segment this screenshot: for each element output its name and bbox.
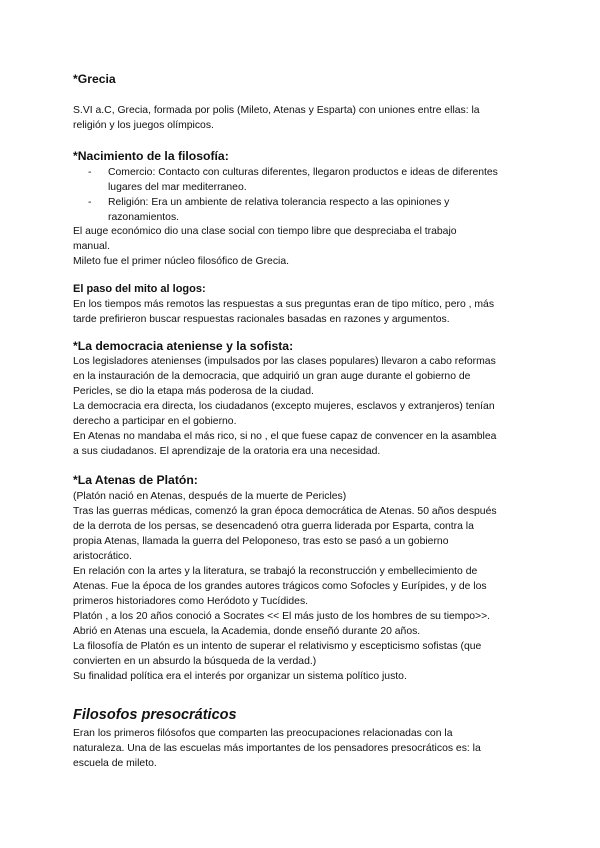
text-line: derecho a participar en el gobierno. xyxy=(73,416,237,427)
list-item xyxy=(88,165,538,195)
text-line: Abrió en Atenas una escuela, la Academia, donde enseñó durante 20 años. xyxy=(73,626,421,637)
text-line: La democracia era directa, los ciudadanos (excepto mujeres, esclavos y extranjeros) tenían xyxy=(73,401,495,412)
text-line: a sus ciudadanos. El aprendizaje de la oratoria era una necesidad. xyxy=(73,446,381,457)
text-line: de la derrota de los persas, se desencadenó otra guerra liderada por Esparta, contra la xyxy=(73,521,474,532)
text-line: Eran los primeros filósofos que comparten las preocupaciones relacionadas con la xyxy=(73,728,453,739)
text-line: convierten en un absurdo la búsqueda de la verdad.) xyxy=(73,656,317,667)
paragraph-nacimiento xyxy=(73,224,543,269)
text-line: Atenas. Fue la época de los grandes autores trágicos como Sofocles y Eurípides, y de los xyxy=(73,581,487,592)
list-item xyxy=(88,195,538,225)
heading-platon: *La Atenas de Platón: xyxy=(73,473,198,487)
heading-presocraticos: Filosofos presocráticos xyxy=(73,707,237,723)
bullet-dash: - xyxy=(88,197,92,208)
paragraph-paso xyxy=(73,297,543,327)
text-line: aristocrático. xyxy=(73,551,132,562)
heading-grecia: *Grecia xyxy=(73,72,116,86)
text-line: (Platón nació en Atenas, después de la muerte de Pericles) xyxy=(73,491,347,502)
text-line: Su finalidad política era el interés por organizar un sistema político justo. xyxy=(73,671,407,682)
text-line: En relación con la artes y la literatura, se trabajó la reconstrucción y embellecimiento de xyxy=(73,566,478,577)
text-line: Los legisladores atenienses (impulsados por las clases populares) llevaron a cabo reformas xyxy=(73,356,496,367)
text-line: primeros historiadores como Heródoto y Tucídides. xyxy=(73,596,309,607)
text-line: manual. xyxy=(73,241,110,252)
text-line: lugares del mar mediterraneo. xyxy=(108,182,247,193)
paragraph-presocraticos xyxy=(73,726,543,771)
text-line: Pericles, se dio la etapa más poderosa de la ciudad. xyxy=(73,386,314,397)
text-line: tarde prefirieron buscar respuestas racionales basadas en razones y argumentos. xyxy=(73,314,450,325)
text-line: Comercio: Contacto con culturas diferentes, llegaron productos e ideas de diferentes xyxy=(108,167,498,178)
bullet-list-nacimiento xyxy=(88,165,538,225)
text-line: Platón , a los 20 años conoció a Socrates << El más justo de los hombres de su tiempo>>. xyxy=(73,611,491,622)
heading-paso: El paso del mito al logos: xyxy=(73,283,206,295)
text-line: El auge económico dio una clase social con tiempo libre que despreciaba el trabajo xyxy=(73,226,457,237)
bullet-dash: - xyxy=(88,167,92,178)
text-line: Mileto fue el primer núcleo filosófico de Grecia. xyxy=(73,256,289,267)
text-line: razonamientos. xyxy=(108,212,180,223)
text-line: Tras las guerras médicas, comenzó la gran época democrática de Atenas. 50 años después xyxy=(73,506,497,517)
text-line: religión y los juegos olímpicos. xyxy=(73,120,214,131)
text-line: S.VI a.C, Grecia, formada por polis (Mileto, Atenas y Esparta) con uniones entre ellas: la xyxy=(73,105,480,116)
text-line: escuela de mileto. xyxy=(73,758,157,769)
text-line: propia Atenas, llamada la guerra del Peloponeso, tras esto se pasó a un gobierno xyxy=(73,536,449,547)
text-line: En los tiempos más remotos las respuestas a sus preguntas eran de tipo mítico, pero , más xyxy=(73,299,495,310)
text-line: naturaleza. Una de las escuelas más importantes de los pensadores presocráticos es: la xyxy=(73,743,481,754)
heading-democracia: *La democracia ateniense y la sofista: xyxy=(73,339,294,353)
text-line: en la instauración de la democracia, que adquirió un gran auge durante el gobierno de xyxy=(73,371,471,382)
text-line: En Atenas no mandaba el más rico, si no , el que fuese capaz de convencer en la asamblea xyxy=(73,431,497,442)
text-line: Religión: Era un ambiente de relativa tolerancia respecto a las opiniones y xyxy=(108,197,450,208)
heading-nacimiento: *Nacimiento de la filosofía: xyxy=(73,149,229,163)
text-line: La filosofía de Platón es un intento de superar el relativismo y escepticismo sofistas (que xyxy=(73,641,482,652)
paragraph-democracia xyxy=(73,354,543,459)
paragraph-platon xyxy=(73,489,543,684)
paragraph-grecia xyxy=(73,103,543,133)
